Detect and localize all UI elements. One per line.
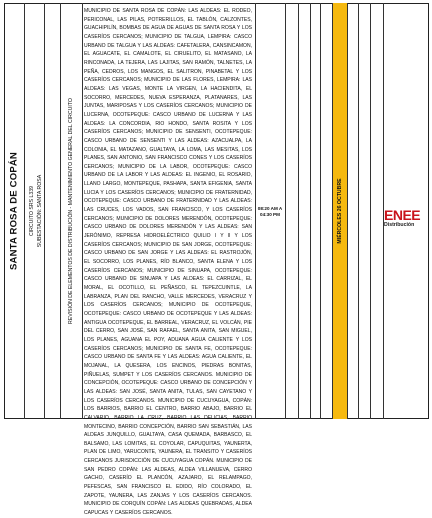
column-divider [370,3,371,419]
affected-areas-cell: MUNICIPIO DE SANTA ROSA DE COPÁN: LAS ALDEAS: EL RODEO, PERICONAL, LAS PILAS, POTRERILLOS, EL TABLÓN, CALZONTES, GUACHIPILÍN, BOMBAS DE AGUA DE AGUAS DE SANTA ROSA Y LOS CASERÍOS CERCANOS; MUNICIPIO DE TALGUA, LEMPIRA: CASCO URBANO DE TALGUA Y LAS ALDEAS: CAFETALERA, CANSINCAMON, EL AGUACATE, EL CAMALOTE, EL CIRUELITO, EL MATASANO, LA RINCONADA, LA TEJERA, LAS LAJITAS, SAN RAMÓN, TALNETES, LA PEÑA, CEDROS, LOS MANGOS, EL SALITRON, PINABETAL Y LOS CASERÍOS CERCANOS; MUNICIPIO DE LAS FLORES, LEMPIRA: LAS ALDEAS: LAS VEGAS, MONTE LA VIRGEN, LA HACIENDITA, EL SOCORRO, MERCEDES, NUEVA ESPERANZA, PLATANARES, LAS JUNTAS, MARIPOSAS Y LOS CASERÍOS CERCANOS; MUNICIPIO DE LUCERNA, OCOTEPEQUE: CASCO URBANO DE LUCERNA Y LAS ALDEAS: LA CONCORDIA, RIO HONDO, SANTA ROSITA Y LOS CASERÍOS CERCANOS; MUNICIPIO DE SENSENTI, OCOTEPEQUE: CASCO URBANO DE SENSENTI Y LAS ALDEAS: AZACUALPA, LA COLONIA, EL MATAZANO, GUALTAYA, LA LOMA, LAS MESITAS, LOS PLANES, SAN ANTONIO, SAN FRANCISCO CONES Y LOS CASERÍOS CERCANOS; MUNICIPIO DE LA LABOR, OCOTEPEQUE: CASCO URBANO DE LA LABOR Y LAS ALDEAS: EL INGENIO, EL ROSARIO, LLANO LARGO, MONTEPEQUE, PASHAPA, SANTA EFIGENIA, SANTA LUCIA Y LOS CASERÍOS CERCANOS; MUNICIPIO DE FRATERNIDAD, OCOTEPEQUE: CASCO URBANO DE FRATERNIDAD Y LAS ALDEAS: LAS CRUCES, LOS VADOS, SAN FRANCISCO, Y LOS CASERÍOS CERCANOS; MUNICIPIO DE DOLORES MERENDÓN, OCOTEPEQUE: CASCO URBANO DE DOLORES MERENDÓN Y LAS ALDEAS: SAN JERÓNIMO, REPRESA HIDROELÉCTRICO QUILIO I Y II Y LOS CASERÍOS CERCANOS; MUNICIPIO DE SAN JORGE, OCOTEPEQUE: CASCO URBANO DE SAN JORGE Y LAS ALDEAS: EL RASTROJÓN, EL SOCORRO, LOS PLANES, RÍO BLANCO, SANTA ELENA Y LOS CASERÍOS CERCANOS; MUNICIPIO DE SINUAPA, OCOTEPEQUE: CASCO URBANO DE SINUAPA Y LAS ALDEAS: EL CARRIZAL, EL MORAL, EL OCOTILLO, EL PEÑASCO, EL TEPEZCUINTLE, LA LABRANZA, PLAN DEL RANCHO, VALLE MERCEDES, VERACRUZ Y LOS CASERÍOS CERCANOS; MUNICIPIO DE OCOTEPEQUE, OCOTEPEQUE: CASCO URBANO DE OCOTEPEQUE Y LAS ALDEAS: ANTIGUA OCOTEPEQUE, EL BARREAL, VERACRUZ, EL VOLCÁN, PIE DEL CERRO, SAN JOSÉ, SAN RAFAEL, SANTA ANITA, SAN MIGUEL, LOS PLANES, AGUANA EL POY, ADUANA AGUA CALIENTE Y LOS CASERÍOS CERCANOS; MUNICIPIO DE SANTA FE, OCOTEPEQUE: CASCO URBANO DE SANTA FE Y LAS ALDEAS: AGUA CALIENTE, EL MOJANAL, LA QUESERA, LOS ENCINOS, PIEDRAS BONITAS, PIÑUELAS, SUMPET Y LOS CASERÍOS CERCANOS. MUNICIPIO DE CONCEPCIÓN, OCOTEPEQUE: CASCO URBANO DE CONCEPCIÓN Y LAS ALDEAS: SAN JOSÉ, SANTA ANITA, TULAS, SAN CAYETANO Y LOS CASERÍOS CERCANOS. MUNICIPIO DE CUCUYAGUA, COPÁN: LOS BARRIOS, BARRIO EL CENTRO, BARRIO ABAJO, BARRIO EL CALVARIO, BARRIO LA CRUZ, BARRIO LAS DELICIAS, BARRIO MONTECINO, BARRIO CONCEPCIÓN, BARRIO SAN SEBASTIÁN, LAS ALDEAS JUNQUILLO, GUALTAYA, CASA QUEMADA, BARBASCO, EL BALSAMO, LAS LOMITAS, EL COYOLAR, CAPUQUITAS, YAUNERTA, PLAN DE LIMO, YARUCONTE, YAUNERA, EL TRANSITO Y CASERÍOS CERCANOS JURISDICCIÓN DE CUCUYAGUA COPÁN. MUNICIPIO DE SAN PEDRO COPÁN: LAS ALDEAS, ALDEA VILLANUEVA, CERRO GACHO, CASERÍO EL PLANCÓN, AZAJARO, EL RELAMPAGO, PEFESCAS, SAN FRANCISCO EL EDIDO, RÍO COLORADO, EL ZAPOTE, YAUNERA, LAS ZANJAS Y LOS CASERÍOS CERCANOS. MUNICIPIO DE CORQUÍN COPÁN: LAS ALDEAS QUEBRADAS, ALDEA CAPUCAS Y CASERÍOS CERCANOS. [84,8,252,517]
column-divider [332,3,333,419]
work-description-cell: REVISIÓN DE ELEMENTOS DE DISTRIBUCIÓN - MANTENIMIENTO GENERAL DEL CIRCUITO [68,98,74,324]
department-cell: SANTA ROSA DE COPÁN [8,152,20,270]
column-divider [347,3,348,419]
column-divider [285,3,286,419]
enee-logo-subtitle: Distribución [384,222,415,228]
column-divider [310,3,311,419]
schedule-cell: 08:20 AM A 04:30 PM [257,206,283,217]
enee-logo-text: ENEE [384,207,421,223]
column-divider [44,3,45,419]
column-divider [60,3,61,419]
enee-logo [384,208,430,232]
column-divider [255,3,256,419]
column-divider [298,3,299,419]
circuit-cell: CIRCUITO SRS L339 [29,185,35,237]
column-divider [320,3,321,419]
date-cell: MIÉRCOLES 26 OCTUBRE [337,178,343,244]
column-divider [82,3,83,419]
substation-cell: SUBESTACIÓN: SANTA ROSA [37,174,43,248]
column-divider [24,3,25,419]
column-divider [358,3,359,419]
